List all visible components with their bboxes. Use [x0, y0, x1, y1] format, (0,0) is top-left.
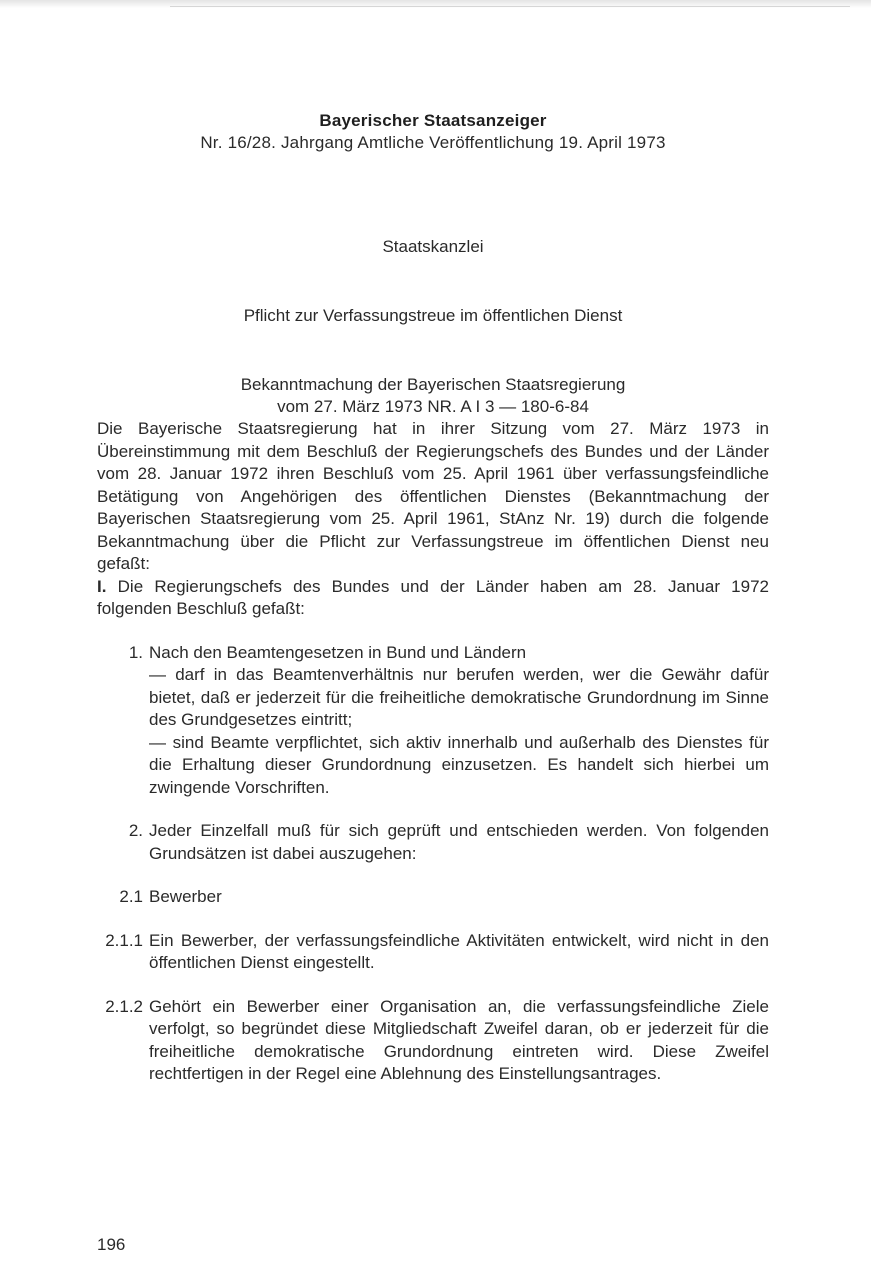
list-item-2-1: [97, 886, 769, 909]
announcement-line-2: vom 27. März 1973 NR. A I 3 — 180-6-84: [277, 397, 589, 416]
list-item-number: 2.1.1: [105, 930, 143, 950]
list-item-2: [97, 820, 769, 865]
list-item-1-dash-1: — darf in das Beamtenverhältnis nur berufen werden, wer die Gewähr dafür bietet, daß er jederzeit für die freiheitliche demokratische Grundordnung im Sinne des Grundgesetzes eintritt;: [149, 665, 769, 729]
list-item-2-text: Jeder Einzelfall muß für sich geprüft und entschieden werden. Von folgenden Grundsätzen ist dabei auszugehen:: [149, 821, 769, 863]
intro-paragraph: Die Bayerische Staatsregierung hat in ihrer Sitzung vom 27. März 1973 in Übereinstimmung mit dem Beschluß der Regierungschefs des Bundes und der Länder vom 28. Januar 1972 ihren Beschluß vom 25. April 1961 über verfassungsfeindliche Betätigung von Angehörigen des öffentlichen Dienstes (Bekanntmachung der Bayerischen Staatsregierung vom 25. April 1961, StAnz Nr. 19) durch die folgende Bekanntmachung über die Pflicht zur Verfassungstreue im öffentlichen Dienst neu gefaßt:: [97, 419, 769, 573]
ministry-heading: Staatskanzlei: [382, 237, 484, 256]
list-item-number: 2.1.2: [105, 996, 143, 1016]
list-item-2-1-2: [97, 996, 769, 1086]
section-one-text: Die Regierungschefs des Bundes und der Länder haben am 28. Januar 1972 folgenden Beschluß gefaßt:: [97, 576, 769, 618]
announcement-line-1: Bekanntmachung der Bayerischen Staatsregierung: [240, 375, 626, 394]
list-item-number: 2.: [128, 821, 143, 840]
list-item-2-1-1: [97, 930, 769, 975]
list-item-1-dash-2: — sind Beamte verpflichtet, sich aktiv innerhalb und außerhalb des Dienstes für die Erhaltung dieser Grundordnung einzusetzen. Es handelt sich hierbei um zwingende Vorschriften.: [149, 732, 769, 797]
document-page: [97, 110, 769, 1086]
section-one-paragraph: [97, 576, 769, 621]
page-number: 196: [97, 1235, 126, 1254]
publication-header: [97, 110, 769, 154]
publication-issue-line: Nr. 16/28. Jahrgang Amtliche Veröffentlichung 19. April 1973: [200, 133, 666, 152]
announcement-heading: [97, 374, 769, 418]
subject-heading: Pflicht zur Verfassungstreue im öffentlichen Dienst: [243, 306, 623, 325]
list-item-1-lead: Nach den Beamtengesetzen in Bund und Ländern: [149, 642, 527, 662]
list-item-1: [97, 642, 769, 800]
list-item-2-1-1-text: Ein Bewerber, der verfassungsfeindliche Aktivitäten entwickelt, wird nicht in den öffentlichen Dienst eingestellt.: [149, 930, 769, 972]
list-item-number: 2.1: [119, 887, 143, 906]
section-one-numeral: I.: [97, 576, 107, 596]
scan-edge-line: [170, 6, 850, 7]
list-item-number: 1.: [128, 642, 143, 662]
list-item-2-1-2-text: Gehört ein Bewerber einer Organisation an, die verfassungsfeindliche Ziele verfolgt, so begründet diese Mitgliedschaft Zweifel daran, ob er jederzeit für die freiheitliche demokratische Grundordnung eintreten wird. Diese Zweifel rechtfertigen in der Regel eine Ablehnung des Einstellungsantrages.: [149, 996, 769, 1083]
list-item-2-1-text: Bewerber: [149, 887, 222, 906]
publication-title: Bayerischer Staatsanzeiger: [319, 111, 547, 130]
